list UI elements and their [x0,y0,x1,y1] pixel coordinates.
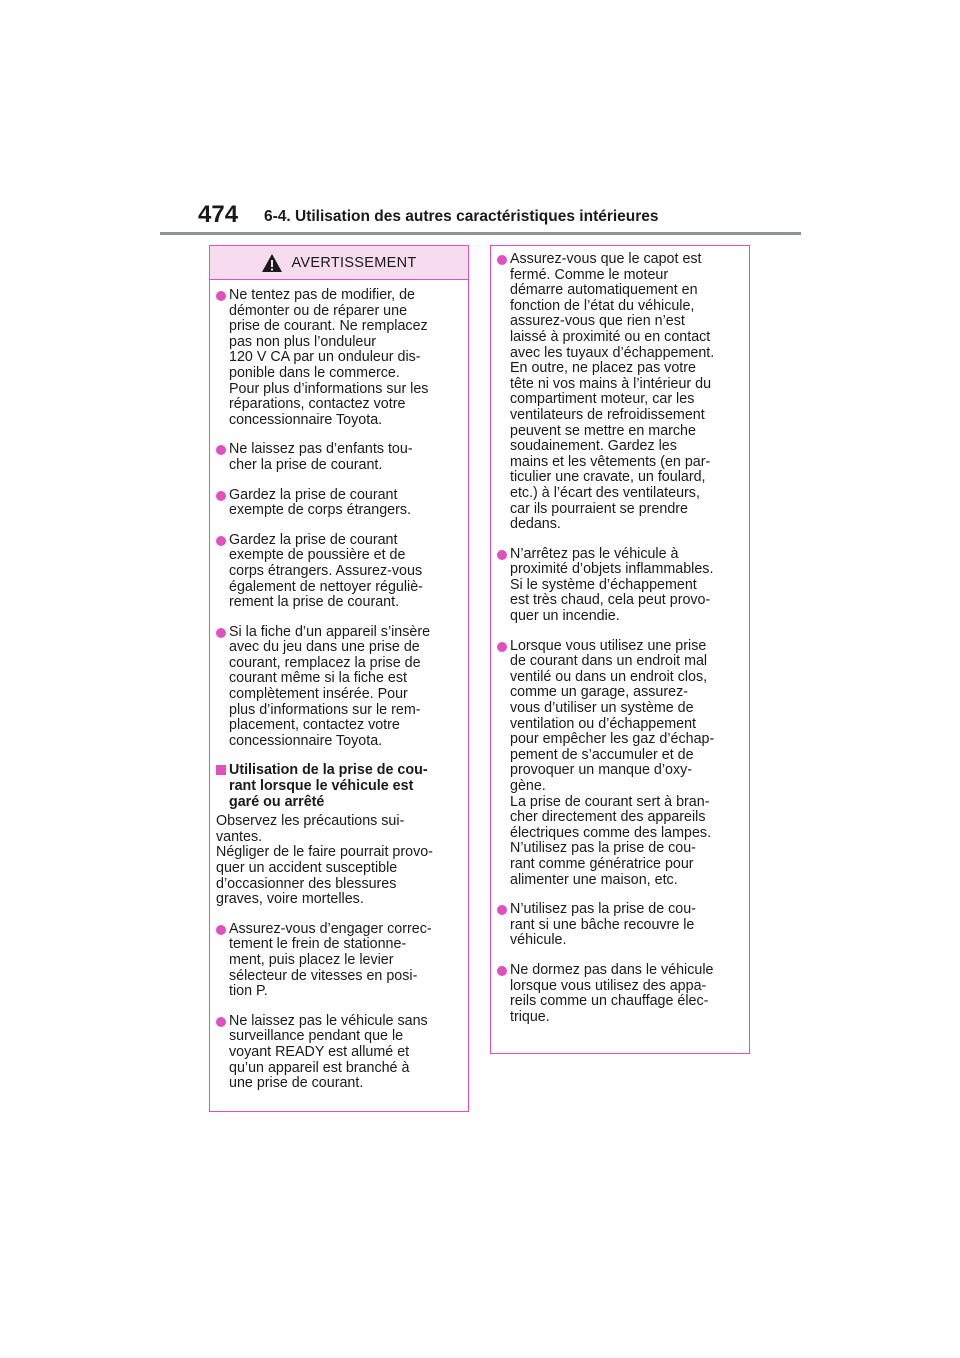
warning-header [210,246,468,280]
bullet-icon [497,550,507,560]
bullet-icon [216,445,226,455]
warning-content-right [491,246,749,1025]
list-item: Gardez la prise de courant exempte de corps étrangers. [216,488,463,519]
list-item: N’utilisez pas la prise de cou- rant si une bâche recouvre le véhicule. [497,902,744,949]
warning-box-left [209,245,469,1112]
bullet-icon [216,536,226,546]
warning-content-left [210,280,468,1092]
list-item: Ne dormez pas dans le véhicule lorsque vous utilisez des appa- reils comme un chauffage élec- trique. [497,963,744,1025]
list-item: Si la fiche d’un appareil s’insère avec du jeu dans une prise de courant, remplacez la prise de courant même si la fiche est complètement insérée. Pour plus d’informations sur le rem- placement, contactez votre concessionnaire Toyota. [216,625,463,750]
warning-box-right [490,245,750,1054]
bullet-icon [216,491,226,501]
bullet-icon [497,905,507,915]
subheading: Utilisation de la prise de cou- rant lorsque le véhicule est garé ou arrêté [216,763,463,810]
page-number: 474 [198,201,239,228]
list-item: Assurez-vous d’engager correc- tement le frein de stationne- ment, puis placez le levier sélecteur de vitesses en posi- tion P. [216,922,463,1000]
list-item: Assurez-vous que le capot est fermé. Comme le moteur démarre automatiquement en fonction de l’état du véhicule, assurez-vous que rien n’est laissé à proximité ou en contact avec les tuyaux d’échappement. En outre, ne placez pas votre tête ni vos mains à l’intérieur du compartiment moteur, car les ventilateurs de refroidissement peuvent se mettre en marche soudainement. Gardez les mains et les vêtements (en par- ticulier une cravate, un foulard, etc.) à l’écart des ventilateurs, car ils pourraient se prendre dedans. [497,252,744,533]
list-item: Gardez la prise de courant exempte de poussière et de corps étrangers. Assurez-vous également de nettoyer réguliè- rement la prise de courant. [216,533,463,611]
warning-triangle-icon [261,253,283,273]
header-rule [160,232,801,235]
list-item: Ne laissez pas d’enfants tou- cher la prise de courant. [216,442,463,473]
list-item: N’arrêtez pas le véhicule à proximité d’objets inflammables. Si le système d’échappement est très chaud, cela peut provo- quer un incendie. [497,547,744,625]
paragraph: Observez les précautions sui- vantes. Négliger de le faire pourrait provo- quer un accident susceptible d’occasionner des blessures graves, voire mortelles. [216,813,433,908]
bullet-icon [216,628,226,638]
warning-title: AVERTISSEMENT [291,254,417,271]
list-item: Lorsque vous utilisez une prise de courant dans un endroit mal ventilé ou dans un endroit clos, comme un garage, assurez- vous d’utiliser un système de ventilation ou d’échappement pour empêcher les gaz d’échap- pement de s’accumuler et de provoquer un manque d’oxy- gène. La prise de courant sert à bran- cher directement des appareils électriques comme des lampes. N’utilisez pas la prise de cou- rant comme génératrice pour alimenter une maison, etc. [497,639,744,889]
bullet-icon [216,1017,226,1027]
square-bullet-icon [216,765,226,775]
bullet-icon [497,966,507,976]
list-item: Ne laissez pas le véhicule sans surveillance pendant que le voyant READY est allumé et qu’un appareil est branché à une prise de courant. [216,1014,463,1092]
section-title: 6-4. Utilisation des autres caractéristiques intérieures [264,208,659,225]
bullet-icon [216,925,226,935]
bullet-icon [497,642,507,652]
bullet-icon [216,291,226,301]
list-item: Ne tentez pas de modifier, de démonter ou de réparer une prise de courant. Ne remplacez pas non plus l’onduleur 120 V CA par un onduleur dis- ponible dans le commerce. Pour plus d’informations sur les réparations, contactez votre concessionnaire Toyota. [216,288,463,428]
bullet-icon [497,255,507,265]
